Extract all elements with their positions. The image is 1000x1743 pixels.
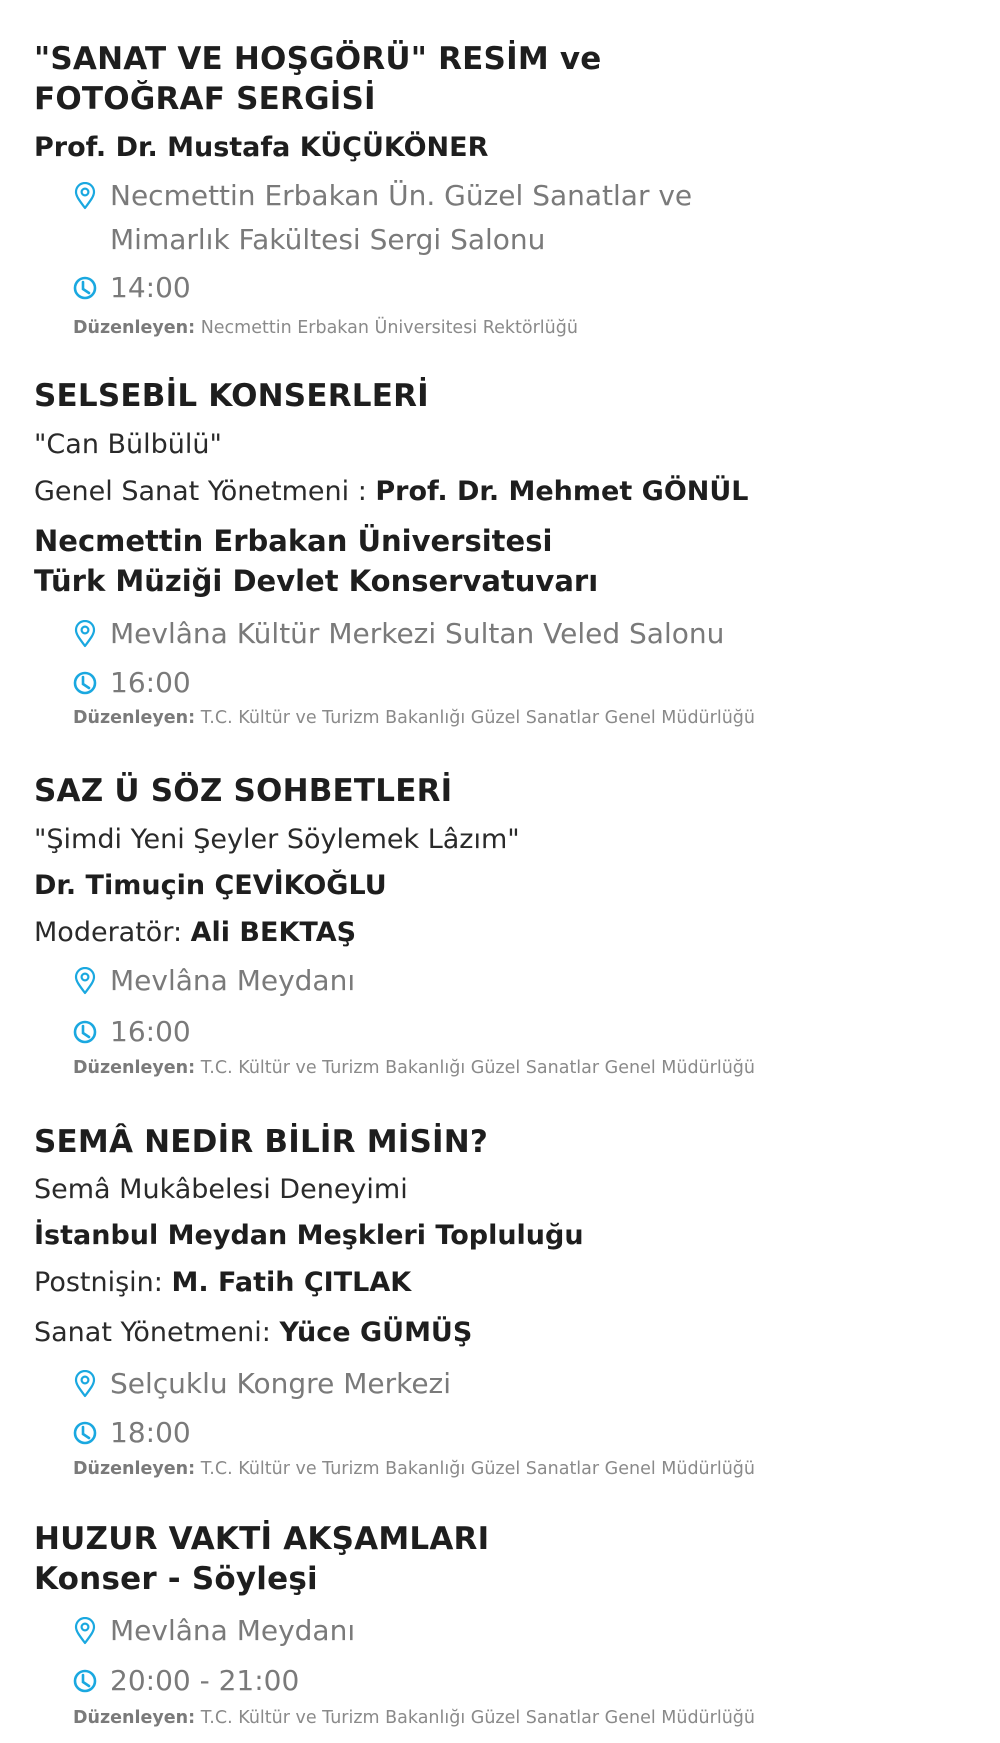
organizer-label: Düzenleyen: [73, 1058, 196, 1078]
organizer-name: T.C. Kültür ve Turizm Bakanlığı Güzel Sanatlar Genel Müdürlüğü [200, 708, 755, 728]
clock-icon [72, 274, 98, 302]
map-pin-icon [72, 1617, 98, 1645]
director-label: Genel Sanat Yönetmeni : [34, 476, 376, 507]
director-name: Prof. Dr. Mehmet GÖNÜL [375, 476, 749, 507]
event-director [34, 478, 749, 505]
location-text: Mevlâna Kültür Merkezi Sultan Veled Salonu [110, 617, 725, 650]
event-subtitle: "Can Bülbülü" [34, 429, 222, 460]
event-moderator [34, 919, 356, 946]
clock-icon [72, 1667, 98, 1695]
event-organizer [73, 1461, 755, 1479]
time-text: 14:00 [110, 271, 191, 304]
map-pin-icon [72, 620, 98, 648]
postnisin-label: Postnişin: [34, 1267, 172, 1298]
time-text: 16:00 [110, 1015, 191, 1048]
event-organizer [73, 710, 755, 728]
event-time [72, 1015, 191, 1048]
event-time [72, 1664, 300, 1697]
event-organizer [73, 320, 578, 338]
event-organizer [73, 1060, 755, 1078]
event-title: "SANAT VE HOŞGÖRÜ" RESİM ve [34, 41, 602, 77]
map-pin-icon [72, 1370, 98, 1398]
event-ensemble: İstanbul Meydan Meşkleri Topluluğu [34, 1220, 584, 1251]
location-text: Mevlâna Meydanı [110, 964, 356, 997]
event-title: SELSEBİL KONSERLERİ [34, 378, 429, 414]
organizer-name: T.C. Kültür ve Turizm Bakanlığı Güzel Sanatlar Genel Müdürlüğü [200, 1058, 755, 1078]
moderator-label: Moderatör: [34, 917, 191, 948]
event-title: SAZ Ü SÖZ SOHBETLERİ [34, 773, 453, 809]
organizer-label: Düzenleyen: [73, 1459, 196, 1479]
event-title: FOTOĞRAF SERGİSİ [34, 81, 376, 117]
time-text: 18:00 [110, 1416, 191, 1449]
event-location [72, 964, 356, 997]
event-subtitle: Semâ Mukâbelesi Deneyimi [34, 1174, 408, 1205]
director-name: Yüce GÜMÜŞ [279, 1317, 473, 1348]
time-text: 16:00 [110, 666, 191, 699]
clock-icon [72, 1419, 98, 1447]
map-pin-icon [72, 967, 98, 995]
event-person: Prof. Dr. Mustafa KÜÇÜKÖNER [34, 132, 489, 163]
map-pin-icon [72, 182, 98, 210]
event-postnisin [34, 1269, 411, 1296]
postnisin-name: M. Fatih ÇITLAK [171, 1267, 412, 1298]
event-time [72, 1416, 191, 1449]
organizer-label: Düzenleyen: [73, 318, 196, 338]
event-director [34, 1319, 472, 1346]
organizer-name: Necmettin Erbakan Üniversitesi Rektörlüğü [200, 318, 578, 338]
organizer-label: Düzenleyen: [73, 1708, 196, 1728]
time-text: 20:00 - 21:00 [110, 1664, 300, 1697]
location-text: Mevlâna Meydanı [110, 1614, 356, 1647]
event-location [72, 1614, 356, 1647]
event-time [72, 271, 191, 304]
event-title: Konser - Söyleşi [34, 1561, 318, 1597]
event-person: Dr. Timuçin ÇEVİKOĞLU [34, 870, 387, 901]
clock-icon [72, 1018, 98, 1046]
location-text: Mimarlık Fakültesi Sergi Salonu [110, 223, 546, 256]
event-title: HUZUR VAKTİ AKŞAMLARI [34, 1521, 490, 1557]
event-ensemble: Necmettin Erbakan Üniversitesi [34, 524, 553, 558]
moderator-name: Ali BEKTAŞ [190, 917, 357, 948]
location-text: Selçuklu Kongre Merkezi [110, 1367, 452, 1400]
event-time [72, 666, 191, 699]
organizer-label: Düzenleyen: [73, 708, 196, 728]
organizer-name: T.C. Kültür ve Turizm Bakanlığı Güzel Sanatlar Genel Müdürlüğü [200, 1459, 755, 1479]
event-title: SEMÂ NEDİR BİLİR MİSİN? [34, 1124, 489, 1160]
director-label: Sanat Yönetmeni: [34, 1317, 280, 1348]
event-location [72, 179, 693, 212]
clock-icon [72, 669, 98, 697]
event-subtitle: "Şimdi Yeni Şeyler Söylemek Lâzım" [34, 824, 520, 855]
organizer-name: T.C. Kültür ve Turizm Bakanlığı Güzel Sanatlar Genel Müdürlüğü [200, 1708, 755, 1728]
event-organizer [73, 1710, 755, 1728]
event-location [72, 617, 725, 650]
location-text: Necmettin Erbakan Ün. Güzel Sanatlar ve [110, 179, 693, 212]
event-location [72, 1367, 452, 1400]
event-ensemble: Türk Müziği Devlet Konservatuvarı [34, 564, 599, 598]
